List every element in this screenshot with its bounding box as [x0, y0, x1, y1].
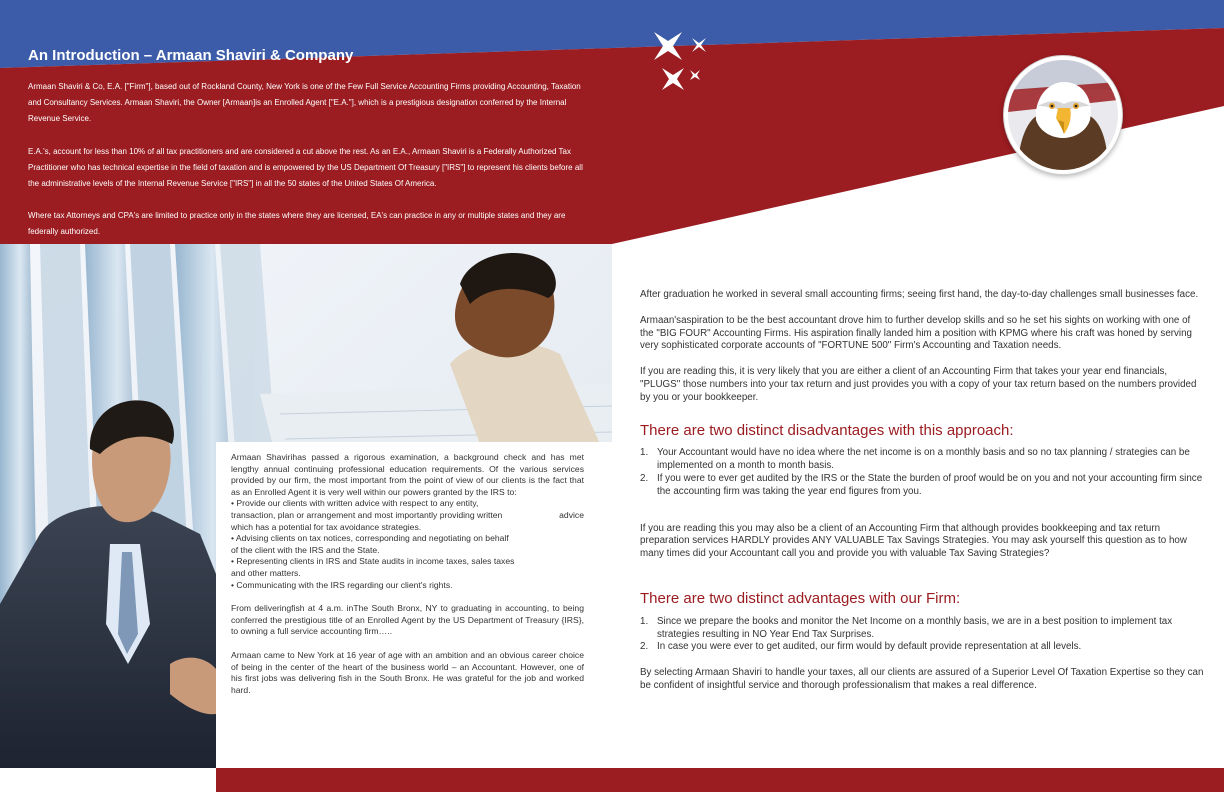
bio-bullet-1-line-1: • Provide our clients with written advice with respect to any entity,: [231, 498, 479, 509]
list-number: 1.: [640, 447, 649, 459]
list-text: Your Accountant would have no idea where the net income is on a monthly basis and so no tax planning / strategies can be implemented on a month to month basis.: [657, 447, 1190, 472]
intro-paragraph-1: Armaan Shaviri & Co, E.A. ["Firm"], based out of Rockland County, New York is one of the Few Full Service Accounting Firms providing Accounting, Taxation and Consultancy Services. Armaan Shaviri, the Owner [Armaan]is an Enrolled Agent ["E.A."], which is a prestigious designation conferred by the Internal Revenue Service.: [28, 82, 581, 124]
right-column: [640, 289, 1206, 706]
advantage-item: [640, 641, 1206, 654]
star-small-bottom: [690, 70, 700, 80]
list-text: If you were to ever get audited by the IRS or the State the burden of proof would be on you and not your accounting firm since the accounting firm was taking the year end figures from you.: [657, 472, 1203, 497]
bio-bullet-3-line-1: • Representing clients in IRS and State audits in income taxes, sales taxes: [231, 556, 515, 567]
list-text: Since we prepare the books and monitor the Net Income on a monthly basis, we are in a best position to implement tax strategies resulting in NO Year End Tax Surprises.: [657, 615, 1173, 640]
bio-text: [231, 452, 584, 696]
star-small-top: [692, 38, 706, 52]
right-paragraph-5: By selecting Armaan Shaviri to handle your taxes, all our clients are assured of a Superior Level Of Taxation Expertise so they can be confident of insightful service and thorough professionalism that makes a real difference.: [640, 667, 1204, 691]
intro-title: An Introduction – Armaan Shaviri & Company: [28, 47, 354, 64]
right-paragraph-3: If you are reading this, it is very likely that you are either a client of an Accounting Firm that takes your year end financials, "PLUGS" those numbers into your tax return and just provides you with a copy of your tax return based on the numbers provided by you or your bookkeeper.: [640, 366, 1197, 403]
right-paragraph-4: If you are reading this you may also be a client of an Accounting Firm that although provides bookkeeping and tax return preparation services HARDLY provides ANY VALUABLE Tax Savings Strategies. You may ask yourself this question as to how many times did your Accountant call you and provide you with valuable Tax Saving Strategies?: [640, 522, 1187, 560]
disadvantage-item: [640, 473, 1206, 499]
bio-bullet-1-line-2a: transaction, plan or arrangement and most importantly providing written: [231, 509, 503, 520]
advantages-list: [640, 616, 1206, 654]
disadvantages-list: [640, 447, 1206, 498]
bottom-crimson-band: [216, 768, 1224, 792]
bio-bullet-2-line-1: • Advising clients on tax notices, corresponding and negotiating on behalf: [231, 533, 509, 544]
right-paragraph-2: Armaan'saspiration to be the best accountant drove him to further develop skills and so he set his sights on working with one of the "BIG FOUR" Accounting Firms. His aspiration finally landed him a position with KPMG where his craft was honed by serving very sophisticated corporate accounts of "FORTUNE 500" Firm's Accounting and Taxation needs.: [640, 314, 1193, 352]
intro-text: [28, 79, 588, 257]
bio-bullet-2-line-2: of the client with the IRS and the State.: [231, 544, 380, 555]
spacer: [231, 638, 584, 650]
list-number: 2.: [640, 641, 649, 653]
bio-paragraph-2: From deliveringfish at 4 a.m. inThe South Bronx, NY to graduating in accounting, to being conferred the prestigious title of an Enrolled Agent by the US Department of Treasury {IRS}, to owning a full service accounting firm…..: [231, 603, 584, 637]
bio-paragraph-3: Armaan came to New York at 16 year of age with an ambition and an obvious career choice of being in the center of the heart of the business world – an Accountant. However, one of his first jobs was delivering fish in the South Bronx. He was grateful for the job and worked hard.: [231, 649, 584, 695]
star-large-top: [654, 32, 682, 60]
star-large-bottom: [662, 68, 684, 90]
list-number: 1.: [640, 615, 649, 627]
bio-bullet-1-line-3: which has a potential for tax avoidance strategies.: [231, 521, 422, 532]
sparkle-stars-icon: [648, 28, 720, 98]
bio-bullet-3-line-2: and other matters.: [231, 567, 301, 578]
bald-eagle-icon: [1008, 60, 1118, 170]
list-text: In case you were ever to get audited, our firm would by default provide representation at all levels.: [657, 641, 1082, 653]
intro-paragraph-2: E.A.'s, account for less than 10% of all tax practitioners and are considered a cut above the rest. As an E.A., Armaan Shaviri is a Federally Authorized Tax Practitioner who has technical expertise in the field of taxation and is empowered by the US Department Of Treasury ["IRS"] to represent his clients before all the administrative levels of the Internal Revenue Service ["IRS"] in all the 50 states of the United States Of America.: [28, 146, 583, 189]
bio-bullet-1-line-2b: advice: [559, 509, 584, 520]
disadvantage-item: [640, 447, 1206, 473]
bio-panel: [216, 442, 612, 768]
advantages-heading: There are two distinct advantages with our Firm:: [640, 589, 961, 607]
list-number: 2.: [640, 472, 649, 484]
bio-paragraph-1: Armaan Shavirihas passed a rigorous examination, a background check and has met lengthy annual continuing professional education requirements. Of the various services provided by our firm, the most important from the point of view of our clients is the fact that as an Enrolled Agent it is very well within our powers granted by the IRS to:: [231, 452, 584, 497]
bio-bullet-1-line-2: [231, 510, 584, 522]
eagle-emblem: [1004, 56, 1122, 174]
disadvantages-heading: There are two distinct disadvantages with this approach:: [640, 421, 1014, 439]
advantage-item: [640, 616, 1206, 642]
intro-paragraph-3: Where tax Attorneys and CPA's are limited to practice only in the states where they are licensed, EA's can practice in any or multiple states and they are federally authorized.: [28, 211, 566, 237]
spacer: [231, 591, 584, 603]
bio-bullet-4-line-1: • Communicating with the IRS regarding our client's rights.: [231, 579, 453, 590]
right-paragraph-1: After graduation he worked in several small accounting firms; seeing first hand, the day-to-day challenges small businesses face.: [640, 289, 1199, 300]
